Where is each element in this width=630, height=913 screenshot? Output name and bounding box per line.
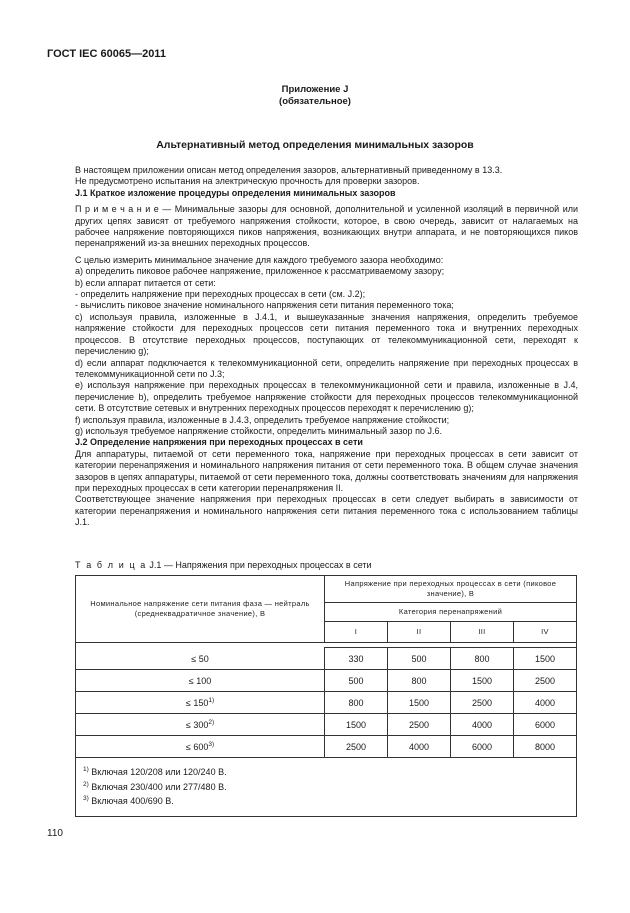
section-heading-j1: J.1 Краткое изложение процедуры определения минимальных зазоров (75, 187, 396, 198)
footnote-mark: 2) (83, 780, 89, 788)
table-cell: 1500 (450, 670, 513, 692)
table-cell: 4000 (387, 736, 450, 758)
paragraph-intro-1: В настоящем приложении описан метод определения зазоров, альтернативный приведенному в 13.3. (75, 165, 503, 175)
table-cell: 800 (450, 648, 513, 670)
row-footnote-mark: 3) (208, 741, 215, 748)
table-cell: 2500 (387, 714, 450, 736)
list-item-c: c) используя правила, изложенные в J.4.1, и вышеуказанные значения напряжения, определить требуемое напряжение стойкости для переходных процессов сети питания переменного тока и внутренних переходных процессов. В отсутствие переходных процессов, поступающих от телекоммуникационной сети, переходят к перечислению g); (75, 311, 578, 357)
table-cell: 500 (387, 648, 450, 670)
document-code: ГОСТ IEC 60065—2011 (47, 48, 166, 60)
list-item-f: f) используя правила, изложенные в J.4.3, определить требуемое напряжение стойкости; (75, 414, 450, 425)
row-label (76, 714, 325, 736)
row-label-text: ≤ 600 (185, 742, 209, 752)
table-footnotes (76, 758, 576, 808)
row-footnote-mark: 1) (208, 697, 215, 704)
table-cell: 6000 (513, 714, 576, 736)
note-paragraph (75, 204, 578, 250)
footnote-text: Включая 120/208 или 120/240 В. (88, 767, 227, 777)
paragraph-j2-2: Соответствующее значение напряжения при переходных процессах в сети следует выбирать в зависимости от категории перенапряжения и номинального напряжения сети питания переменного тока с использованием таблицы J.1. (75, 494, 578, 528)
list-item-a: a) определить пиковое рабочее напряжение, приложенное к рассматриваемому зазору; (75, 266, 445, 277)
table-caption-label: Т а б л и ц а (75, 560, 147, 570)
table-header-category-iii: III (450, 622, 513, 643)
table-caption (75, 560, 372, 570)
list-item-g: g) используя требуемое напряжение стойкости, определить минимальный зазор по J.6. (75, 425, 442, 436)
table-footnotes-cell (76, 758, 577, 817)
list-item-e: e) используя напряжение при переходных процессах в телекоммуникационной сети и правила, изложенные в J.4, перечисление b), определить требуемое напряжение стойкости для переходных процессов телекоммуникационной сети. В отсутствие сетевых и внутренних переходных процессов переходят к перечислению g); (75, 380, 578, 414)
table-cell: 1500 (387, 692, 450, 714)
table-header-category-ii: II (387, 622, 450, 643)
table-header-category: Категория перенапряжений (325, 603, 577, 622)
table-cell: 500 (325, 670, 388, 692)
note-label: П р и м е ч а н и е (75, 204, 159, 215)
note-text: — Минимальные зазоры для основной, дополнительной и усиленной изоляций в первичной или других цепях зависят от требуемого напряжения стойкости, которое, в свою очередь, зависит от налагаемых на рабочее напряжение повторяющихся пиков напряжения, возникающих внутри аппарата, и не повторяющихся пиков перенапряжений из-за внешних переходных процессов. (75, 204, 578, 249)
table-cell: 2500 (325, 736, 388, 758)
list-item-b: b) если аппарат питается от сети: (75, 277, 216, 288)
appendix-status: (обязательное) (279, 96, 351, 107)
table-cell: 2500 (513, 670, 576, 692)
row-label (76, 692, 325, 714)
row-label (76, 670, 325, 692)
page-number: 110 (47, 828, 63, 839)
table-cell: 1500 (325, 714, 388, 736)
table-cell: 8000 (513, 736, 576, 758)
voltage-table (75, 575, 577, 817)
table-row (76, 714, 577, 736)
table-caption-text: J.1 — Напряжения при переходных процессах в сети (146, 560, 372, 570)
table-cell: 4000 (513, 692, 576, 714)
footnote-mark: 3) (83, 795, 89, 802)
row-label (76, 736, 325, 758)
table-cell: 6000 (450, 736, 513, 758)
row-label-text: ≤ 150 (185, 698, 209, 708)
footnote (83, 779, 576, 794)
footnote-text: Включая 230/400 или 277/480 В. (88, 781, 227, 792)
table-cell: 800 (387, 670, 450, 692)
list-item-b2: - вычислить пиковое значение номинального напряжения сети питания переменного тока; (75, 300, 454, 311)
body-text (75, 165, 578, 529)
table-cell: 1500 (513, 648, 576, 670)
row-label-text: ≤ 50 (191, 653, 209, 664)
section-heading-j2: J.2 Определение напряжения при переходных процессах в сети (75, 437, 363, 448)
row-label-text: ≤ 300 (185, 720, 209, 730)
footnote (83, 764, 576, 779)
row-label (76, 648, 325, 670)
table-row (76, 736, 577, 758)
table-row (76, 670, 577, 692)
paragraph-j2-1: Для аппаратуры, питаемой от сети переменного тока, напряжение при переходных процессах в сети зависит от категории перенапряжения и номинального напряжения питания от сети переменного тока. В общем случае значения зазоров в цепях аппаратуры, питаемой от сети переменного тока, должны соответствовать значениям для напряжения при переходных процессах в сети категории перенапряжения II. (75, 448, 578, 493)
row-footnote-mark: 2) (208, 719, 215, 726)
table-cell: 2500 (450, 692, 513, 714)
table-row (76, 648, 577, 670)
footnote-text: Включая 400/690 В. (88, 796, 174, 806)
table-header-transient-voltage: Напряжение при переходных процессах в сети (пиковое значение), В (325, 576, 577, 603)
appendix-name: Приложение J (281, 84, 349, 95)
list-item-d: d) если аппарат подключается к телекоммуникационной сети, определить напряжение при переходных процессах в телекоммуникационной сети по J.3; (75, 357, 578, 379)
list-item-b1: - определить напряжение при переходных процессах в сети (см. J.2); (75, 289, 366, 300)
row-label-text: ≤ 100 (188, 676, 212, 686)
paragraph-aim: С целью измерить минимальное значение для каждого требуемого зазора необходимо: (75, 254, 444, 265)
page-title: Альтернативный метод определения минимальных зазоров (156, 139, 474, 151)
footnote-mark: 1) (83, 766, 89, 773)
paragraph-intro-2: Не предусмотрено испытания на электрическую прочность для проверки зазоров. (75, 176, 420, 187)
table-header-category-i: I (325, 622, 388, 643)
table-header-category-iv: IV (513, 622, 576, 643)
table-cell: 800 (325, 692, 388, 714)
table-cell: 4000 (450, 714, 513, 736)
table-cell: 330 (325, 648, 388, 670)
table-header-nominal-voltage: Номинальное напряжение сети питания фаза — нейтраль (среднеквадратичное значение), В (76, 576, 325, 643)
table-row (76, 692, 577, 714)
footnote (83, 793, 576, 808)
